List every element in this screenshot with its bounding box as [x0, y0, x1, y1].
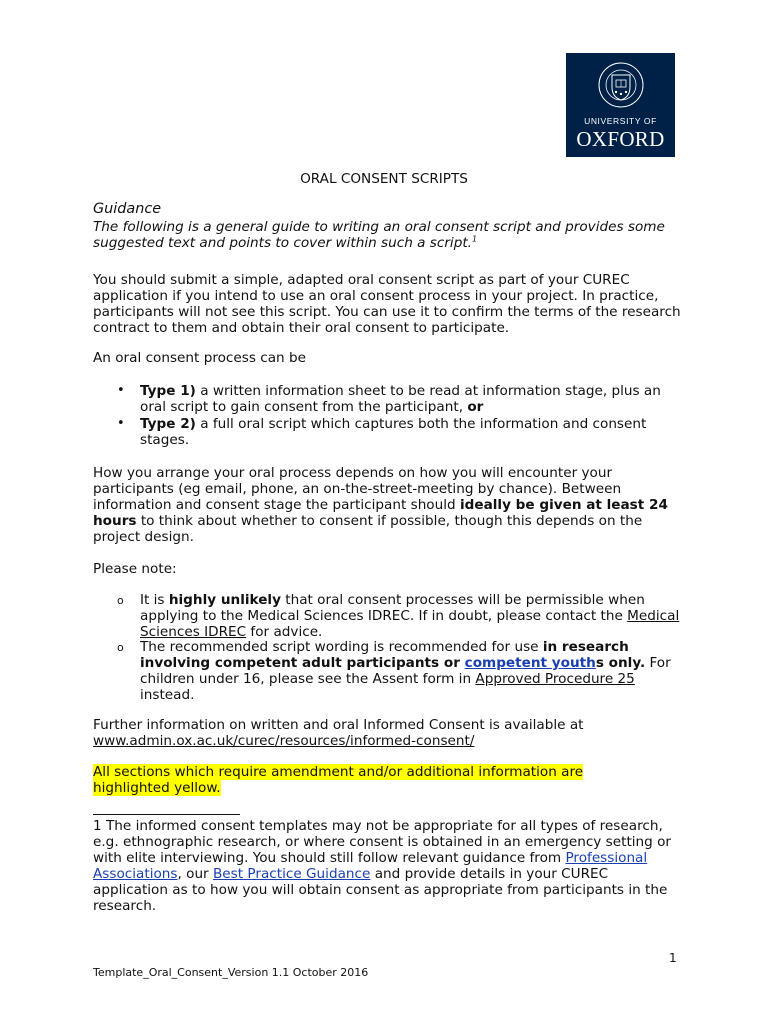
please-note: Please note:	[93, 561, 177, 577]
sub-bullet-icon: o	[117, 594, 124, 607]
arrange-paragraph: How you arrange your oral process depends on how you will encounter your participants (eg email, phone, an on-the-street-meeting by chance). Between information and consent stage the participant should ideally be given at least 24 hours to think about whether to consent if possible, though this depends on the project design.	[93, 465, 668, 545]
list-item: Type 2) a full oral script which captures both the information and consent stages.	[140, 416, 647, 448]
competent-youth-link[interactable]: competent youth	[464, 655, 596, 671]
process-intro: An oral consent process can be	[93, 350, 306, 366]
page-number: 1	[669, 951, 677, 965]
professional-associations-link[interactable]: Professional Associations	[93, 850, 648, 882]
further-info: Further information on written and oral Informed Consent is available at www.admin.ox.ac.uk/curec/resources/informed-consent/	[93, 717, 584, 749]
footnote-divider	[93, 814, 240, 815]
logo-line-1: UNIVERSITY OF	[584, 116, 657, 126]
best-practice-guidance-link[interactable]: Best Practice Guidance	[212, 866, 371, 882]
submit-paragraph: You should submit a simple, adapted oral consent script as part of your CUREC application if you intend to use an oral consent process in your project. In practice, participants will not see this script. You can use it to confirm the terms of the research contract to them and obtain their oral consent to participate.	[93, 272, 681, 336]
logo-line-2: OXFORD	[576, 127, 665, 151]
guidance-heading: Guidance	[93, 201, 162, 217]
bullet-icon: •	[117, 416, 125, 431]
guidance-intro: The following is a general guide to writing an oral consent script and provides some suggested text and points to cover within such a script.$^1$	[93, 219, 665, 251]
list-item: It is highly unlikely that oral consent processes will be permissible when applying to the Medical Sciences IDREC. If in doubt, please contact the Medical Sciences IDREC for advice.	[140, 592, 680, 640]
footnote: 1 The informed consent templates may not be appropriate for all types of research, e.g. ethnographic research, or where consent is obtained in an emergency setting or with elite interviewing. You should still follow relevant guidance from Professional Associations, our Best Practice Guidance and provide details in your CUREC application as to how you will obtain consent as appropriate from participants in the research.	[93, 818, 672, 914]
medical-sciences-idrec-link[interactable]: Medical Sciences IDREC	[140, 608, 680, 640]
bullet-icon: •	[117, 383, 125, 398]
footnote-ref[interactable]: 1	[472, 234, 478, 244]
document-footer: Template_Oral_Consent_Version 1.1 October 2016	[93, 966, 369, 979]
list-item: Type 1) a written information sheet to be read at information stage, plus an oral script to gain consent from the participant, or	[140, 383, 661, 415]
university-logo	[566, 53, 675, 157]
list-item: The recommended script wording is recommended for use in research involving competent adult participants or competent youths only. For children under 16, please see the Assent form in Approved Procedure 25 instead.	[140, 639, 671, 703]
sub-bullet-icon: o	[117, 641, 124, 654]
approved-procedure-link[interactable]: Approved Procedure 25	[475, 671, 635, 687]
crest-icon	[597, 59, 645, 111]
highlight-note: All sections which require amendment and/or additional information are highlighted yellow.	[93, 764, 584, 796]
page-title: ORAL CONSENT SCRIPTS	[300, 171, 468, 187]
informed-consent-url-link[interactable]: www.admin.ox.ac.uk/curec/resources/informed-consent/	[93, 733, 475, 749]
